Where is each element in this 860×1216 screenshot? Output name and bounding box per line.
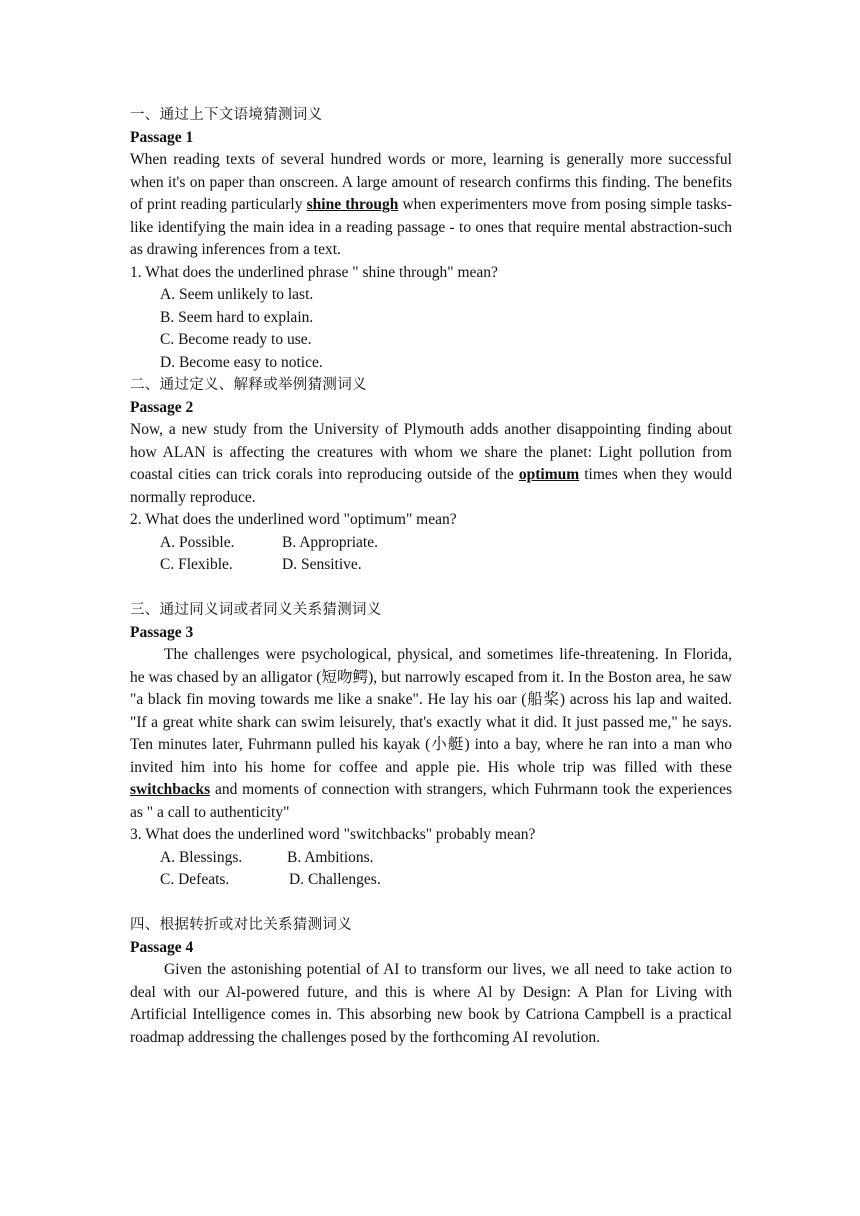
passage-2-title: Passage 2 (130, 398, 194, 416)
passage-3-text-a: The challenges were psychological, physical, and sometimes life-threatening. In Florida, he was chased by an alligator (短吻鳄), but narrowly escaped from it. In the Boston area, he saw "a black fin moving towards me like a snake". He lay his oar (船桨) across his lap and waited. "If a great white shark can swim leisurely, that's exactly what it did. It just passed me," he says. Ten minutes later, Fuhrmann pulled his kayak (小艇) into a bay, where he ran into a man who invited him into his home for coffee and apple pie. His whole trip was filled with these (130, 646, 732, 776)
question-1-option-d: D. Become easy to notice. (160, 353, 323, 371)
section-3-heading: 三、通过同义词或者同义关系猜测词义 (130, 602, 382, 618)
question-3: 3. What does the underlined word "switchbacks" probably mean? (130, 826, 536, 843)
document-page (130, 104, 732, 1049)
underlined-keyword-shine-through: shine through (306, 196, 399, 213)
passage-4-title: Passage 4 (130, 938, 194, 956)
question-1: 1. What does the underlined phrase " shine through" mean? (130, 263, 498, 281)
underlined-keyword-switchbacks: switchbacks (130, 781, 211, 798)
question-3-options-row-2 (130, 869, 732, 892)
blank-line (130, 577, 732, 600)
question-1-option-c: C. Become ready to use. (160, 331, 312, 348)
section-4-heading: 四、根据转折或对比关系猜测词义 (130, 917, 352, 933)
section-1-heading: 一、通过上下文语境猜测词义 (130, 107, 323, 123)
passage-1-title: Passage 1 (130, 128, 194, 146)
passage-2-text (130, 419, 732, 509)
passage-3-text-b: and moments of connection with strangers, which Fuhrmann took the experiences as " a call to authenticity" (130, 781, 732, 821)
passage-4-text: Given the astonishing potential of AI to transform our lives, we all need to take action to deal with our Al-powered future, and this is where Al by Design: A Plan for Living with Artificial Intelligence comes in. This absorbing new book by Catriona Campbell is a practical roadmap addressing the challenges posed by the forthcoming AI revolution. (130, 961, 732, 1046)
question-2-options-row-1 (130, 532, 732, 555)
question-1-option-a: A. Seem unlikely to last. (160, 286, 314, 303)
question-2-option-d: D. Sensitive. (282, 556, 362, 573)
question-3-option-d: D. Challenges. (289, 871, 381, 888)
question-3-options-row-1 (130, 847, 732, 870)
passage-3-text (130, 644, 732, 824)
passage-3-title: Passage 3 (130, 623, 194, 641)
blank-line (130, 892, 732, 915)
section-2-heading: 二、通过定义、解释或举例猜测词义 (130, 377, 367, 393)
passage-1-text-a: When reading texts of several hundred words or more, learning is generally more successful when it's on paper than onscreen. A large amount of research confirms this finding. The benefits of print reading particularly (130, 151, 732, 213)
question-3-option-b: B. Ambitions. (287, 848, 374, 866)
question-3-option-c: C. Defeats. (160, 871, 230, 888)
passage-1-text-b: when experimenters move from posing simple tasks-like identifying the main idea in a reading passage - to ones that require mental abstraction-such as drawing inferences from a text. (130, 196, 732, 258)
question-2-options-row-2 (130, 554, 732, 577)
question-2-option-a: A. Possible. (160, 533, 235, 551)
passage-2-text-a: Now, a new study from the University of Plymouth adds another disappointing finding about how ALAN is affecting the creatures with whom we share the planet: Light pollution from coastal cities can trick corals into reproducing outside of the (130, 421, 732, 483)
question-3-option-a: A. Blessings. (160, 848, 243, 866)
passage-1-text (130, 149, 732, 262)
question-2-option-b: B. Appropriate. (282, 533, 378, 551)
question-1-option-b: B. Seem hard to explain. (160, 308, 314, 326)
underlined-keyword-optimum: optimum (518, 466, 580, 483)
question-2-option-c: C. Flexible. (160, 556, 233, 573)
passage-2-text-b: times when they would normally reproduce. (130, 466, 732, 506)
question-2: 2. What does the underlined word "optimum" mean? (130, 511, 457, 528)
